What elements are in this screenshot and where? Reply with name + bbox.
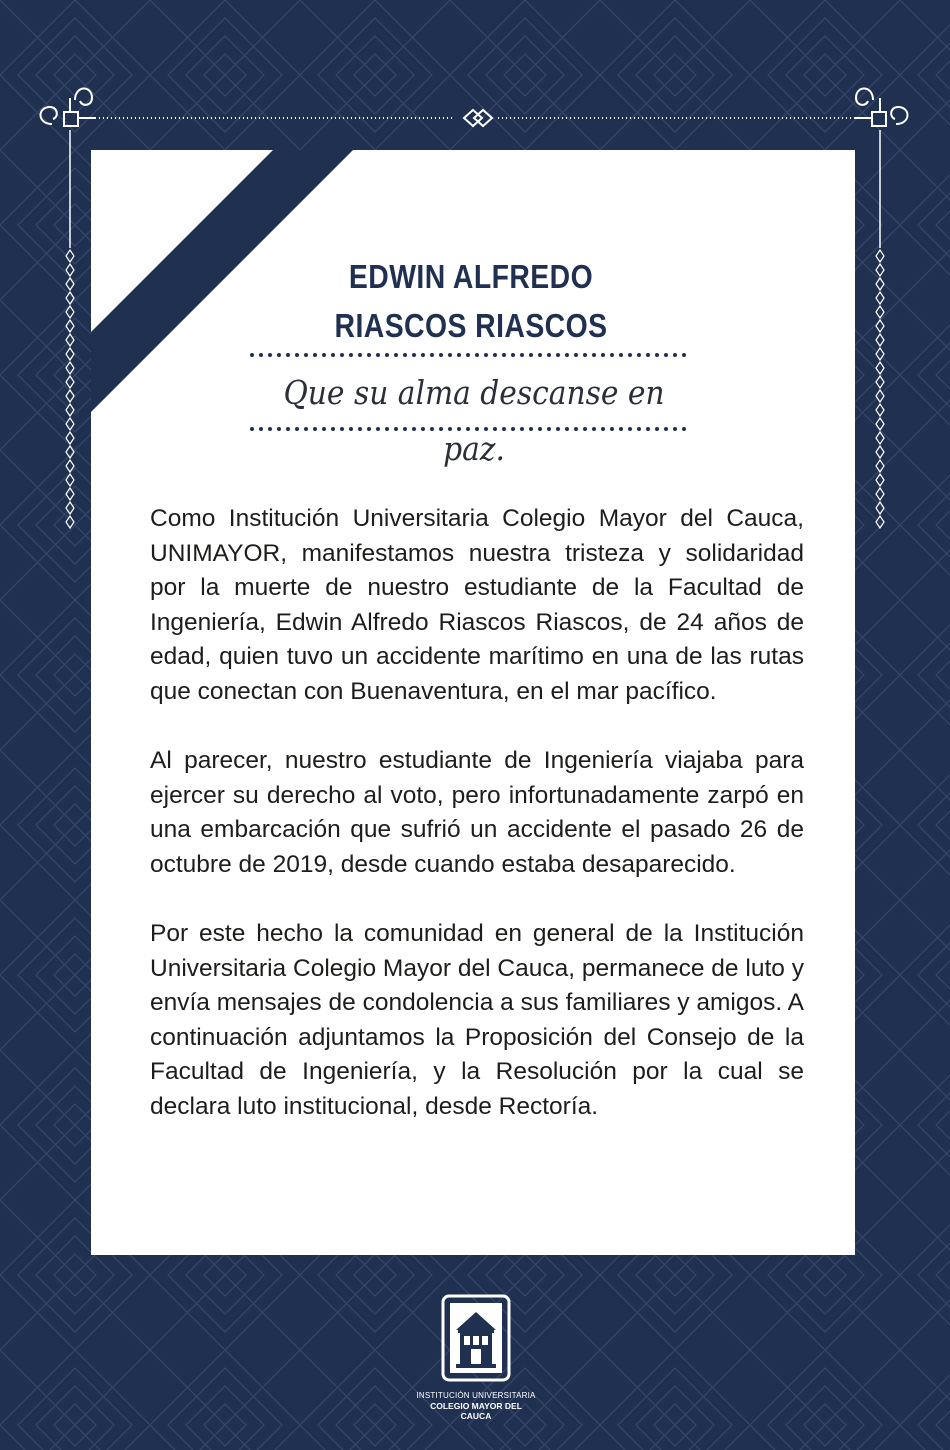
dotted-divider-top [249,352,695,358]
notice-body [150,502,804,1159]
name-line-2: RIASCOS RIASCOS [334,307,608,344]
paragraph-3: Por este hecho la comunidad en general de la Institución Universitaria Colegio Mayor del Cauca, permanece de luto y envía mensajes de condolencia a sus familiares y amigos. A continuación adjuntamos la Proposición del Consejo de la Facultad de Ingeniería, y la Resolución por la cual se declara luto institucional, desde Rectoría. [150,920,804,1120]
paragraph-1: Como Institución Universitaria Colegio Mayor del Cauca, UNIMAYOR, manifestamos nuestra tristeza y solidaridad por la muerte de nuestro estudiante de la Facultad de Ingeniería, Edwin Alfredo Riascos Riascos, de 24 años de edad, quien tuvo un accidente marítimo en una de las rutas que conectan con Buenaventura, en el mar pacífico. [150,505,804,705]
logo-line-1: INSTITUCIÓN UNIVERSITARIA [416,1391,536,1400]
institution-logo [416,1288,536,1438]
deceased-name [251,252,691,350]
name-line-1: EDWIN ALFREDO [348,258,594,295]
paragraph-2: Al parecer, nuestro estudiante de Ingeniería viajaba para ejercer su derecho al voto, pero infortunadamente zarpó en una embarcación que sufrió un accidente el pasado 26 de octubre de 2019, desde cuando estaba desaparecido. [150,747,804,878]
notice-card [91,150,855,1255]
logo-line-2: COLEGIO MAYOR DEL CAUCA [430,1401,522,1421]
building-icon [441,1294,511,1382]
dotted-divider-bottom [249,426,695,432]
motto: Que su alma descanse en paz. [283,373,665,468]
